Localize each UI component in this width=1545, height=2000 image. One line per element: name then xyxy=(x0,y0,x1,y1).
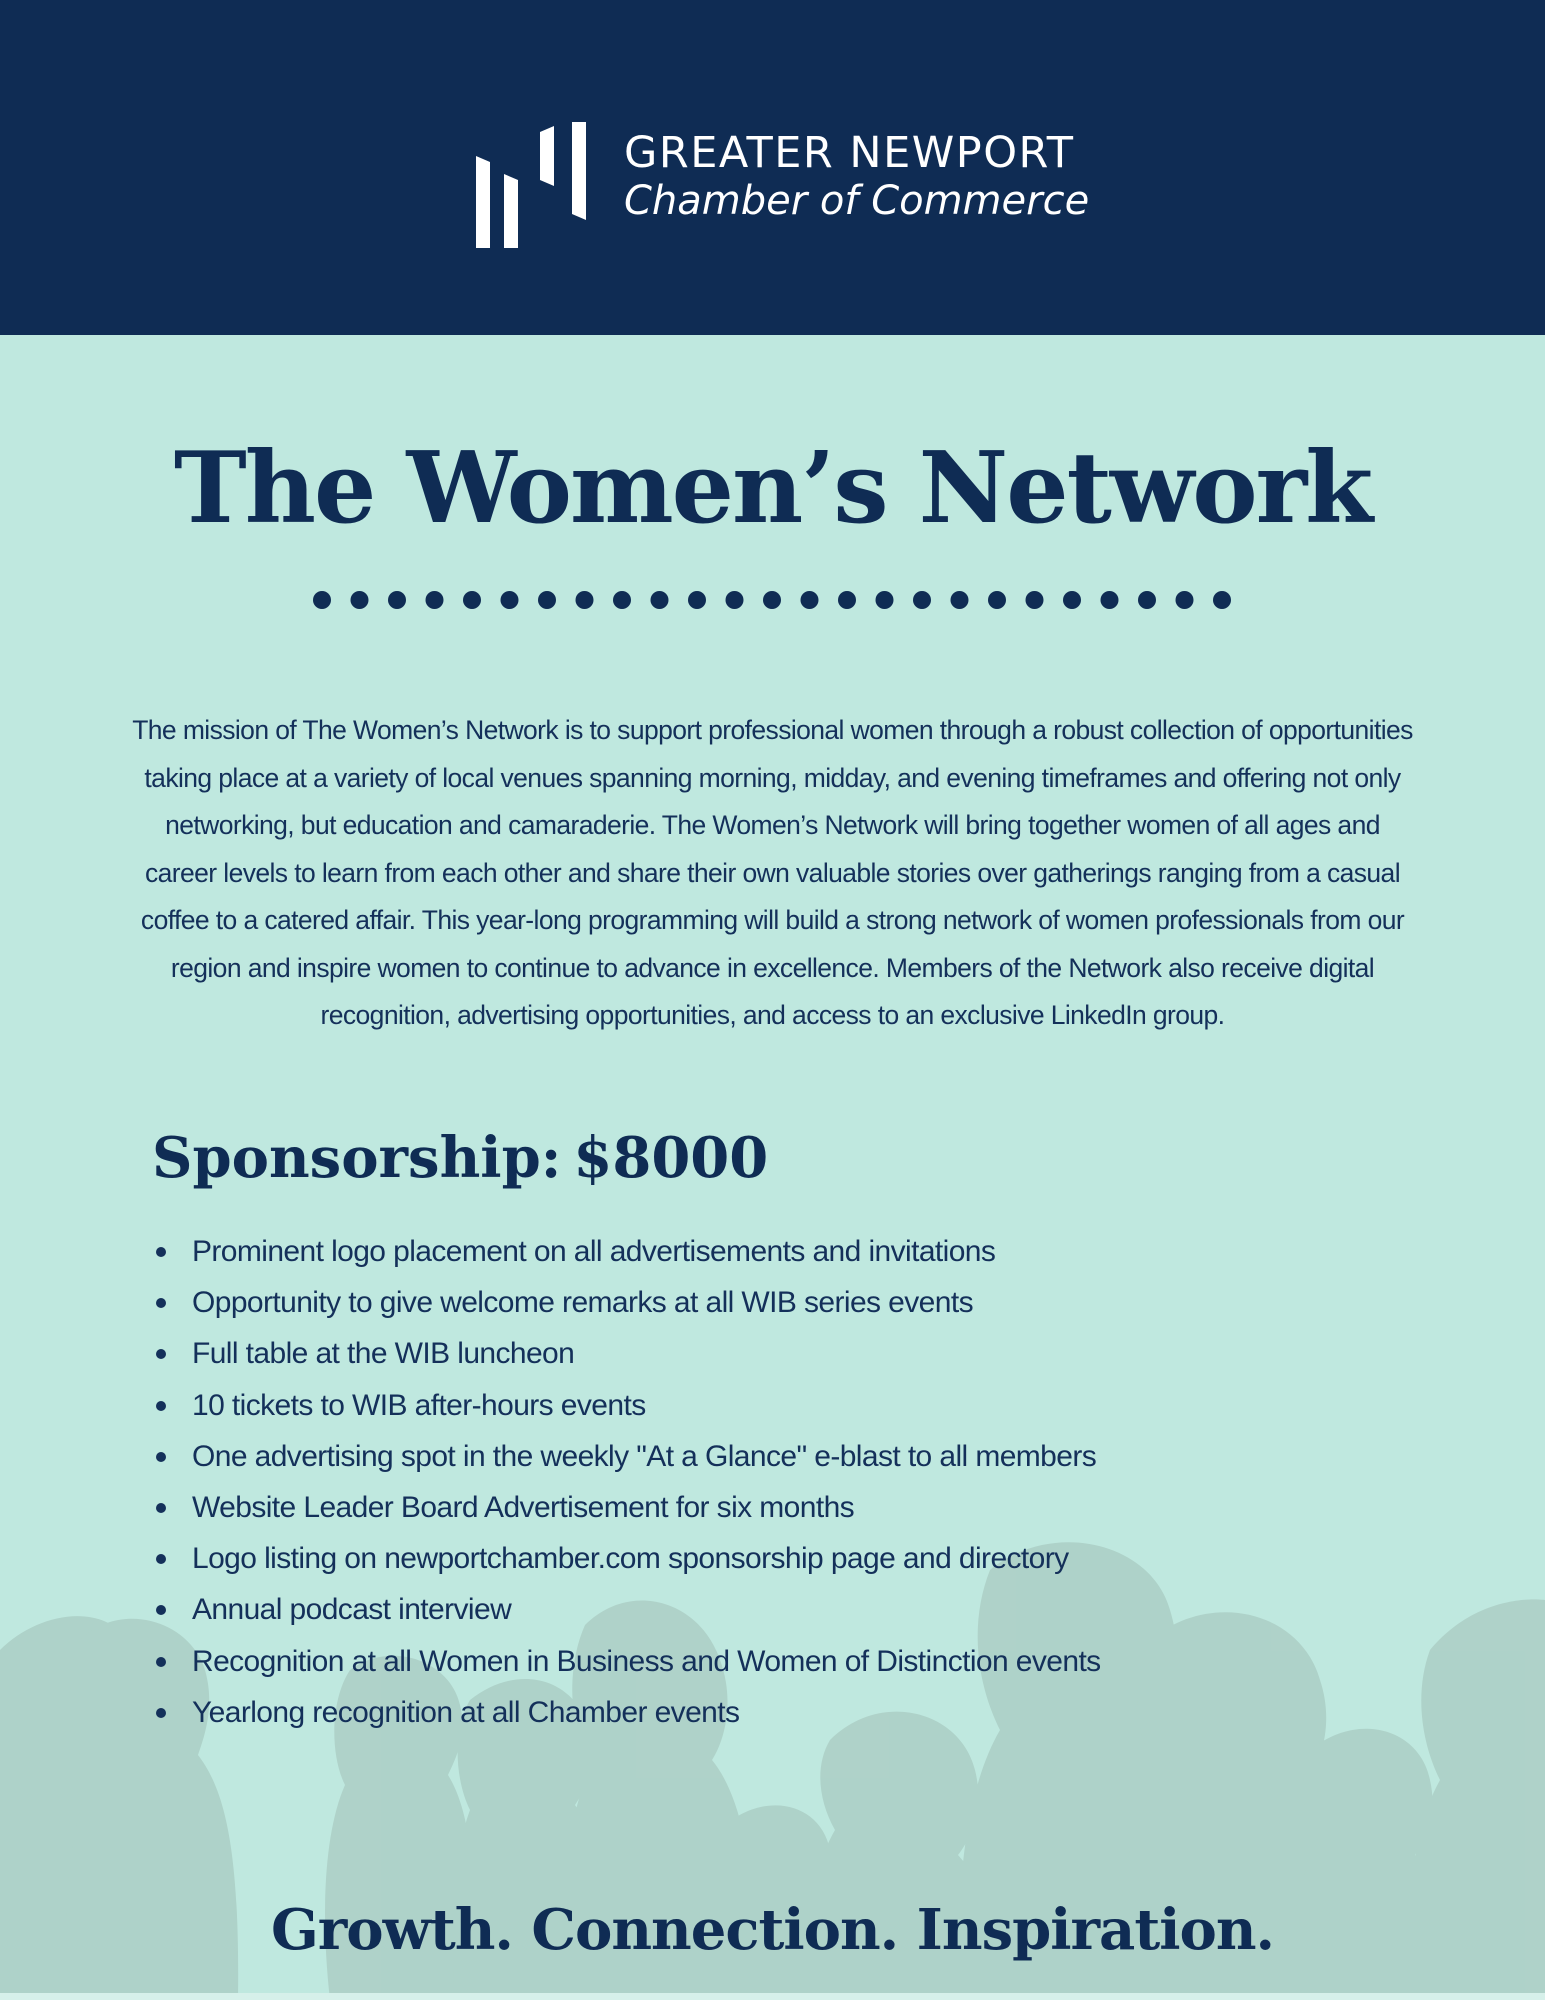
list-item: Opportunity to give welcome remarks at all WIB series events xyxy=(150,1277,1101,1328)
list-item: Yearlong recognition at all Chamber events xyxy=(150,1687,1101,1738)
bullet-icon xyxy=(156,1503,166,1513)
divider-dot xyxy=(726,591,744,609)
divider-dot xyxy=(313,591,331,609)
divider-dot xyxy=(651,591,669,609)
list-item: Website Leader Board Advertisement for six months xyxy=(150,1482,1101,1533)
bullet-icon xyxy=(156,1349,166,1359)
divider-dot xyxy=(351,591,369,609)
divider-dot xyxy=(1176,591,1194,609)
bullet-icon xyxy=(156,1298,166,1308)
list-item: One advertising spot in the weekly "At a Glance" e-blast to all members xyxy=(150,1431,1101,1482)
divider-dot xyxy=(426,591,444,609)
mission-statement: The mission of The Women’s Network is to support professional women through a robust collection of opportunities taking place at a variety of local venues spanning morning, midday, and evening timeframes and offering not only networking, but education and camaraderie. The Women’s Network will bring together women of all ages and career levels to learn from each other and share their own valuable stories over gatherings ranging from a casual coffee to a catered affair. This year-long programming will build a strong network of women professionals from our region and inspire women to continue to advance in excellence. Members of the Network also receive digital recognition, advertising opportunities, and access to an exclusive LinkedIn group. xyxy=(132,715,1413,1030)
list-item: Annual podcast interview xyxy=(150,1584,1101,1635)
divider-dot xyxy=(538,591,556,609)
divider-dot xyxy=(1213,591,1231,609)
divider-dot xyxy=(763,591,781,609)
divider-dot xyxy=(988,591,1006,609)
list-item: Full table at the WIB luncheon xyxy=(150,1328,1101,1379)
divider-dot xyxy=(838,591,856,609)
list-item: Recognition at all Women in Business and Women of Distinction events xyxy=(150,1636,1101,1687)
chamber-bars-logo-icon xyxy=(476,122,588,248)
divider-dot xyxy=(613,591,631,609)
divider-dot xyxy=(1063,591,1081,609)
logo-subtitle: Chamber of Commerce xyxy=(624,178,1090,224)
bullet-icon xyxy=(156,1657,166,1667)
divider-dot xyxy=(876,591,894,609)
divider-dot xyxy=(1101,591,1119,609)
divider-dot xyxy=(1026,591,1044,609)
bullet-icon xyxy=(156,1554,166,1564)
tagline: Growth. Connection. Inspiration. xyxy=(270,1897,1275,1963)
page-title: The Women’s Network xyxy=(173,431,1372,546)
divider-dot xyxy=(951,591,969,609)
bottom-edge xyxy=(0,1993,1545,2000)
header-banner xyxy=(0,0,1545,335)
divider-dot xyxy=(801,591,819,609)
list-item: Prominent logo placement on all advertisements and invitations xyxy=(150,1226,1101,1277)
divider-dot xyxy=(388,591,406,609)
divider-dot xyxy=(463,591,481,609)
bullet-icon xyxy=(156,1708,166,1718)
logo-name: GREATER NEWPORT xyxy=(624,128,1075,178)
divider-dot xyxy=(688,591,706,609)
sponsorship-label: Sponsorship: xyxy=(152,1125,562,1191)
dotted-divider xyxy=(312,590,1236,610)
list-item: Logo listing on newportchamber.com sponsorship page and directory xyxy=(150,1533,1101,1584)
divider-dot xyxy=(576,591,594,609)
bullet-icon xyxy=(156,1452,166,1462)
bullet-icon xyxy=(156,1247,166,1257)
sponsorship-amount: $8000 xyxy=(573,1125,769,1191)
sponsorship-benefits-list xyxy=(150,1226,1101,1738)
divider-dot xyxy=(913,591,931,609)
list-item: 10 tickets to WIB after-hours events xyxy=(150,1380,1101,1431)
divider-dot xyxy=(1138,591,1156,609)
sponsorship-heading xyxy=(152,1125,769,1191)
bullet-icon xyxy=(156,1401,166,1411)
divider-dot xyxy=(501,591,519,609)
bullet-icon xyxy=(156,1605,166,1615)
